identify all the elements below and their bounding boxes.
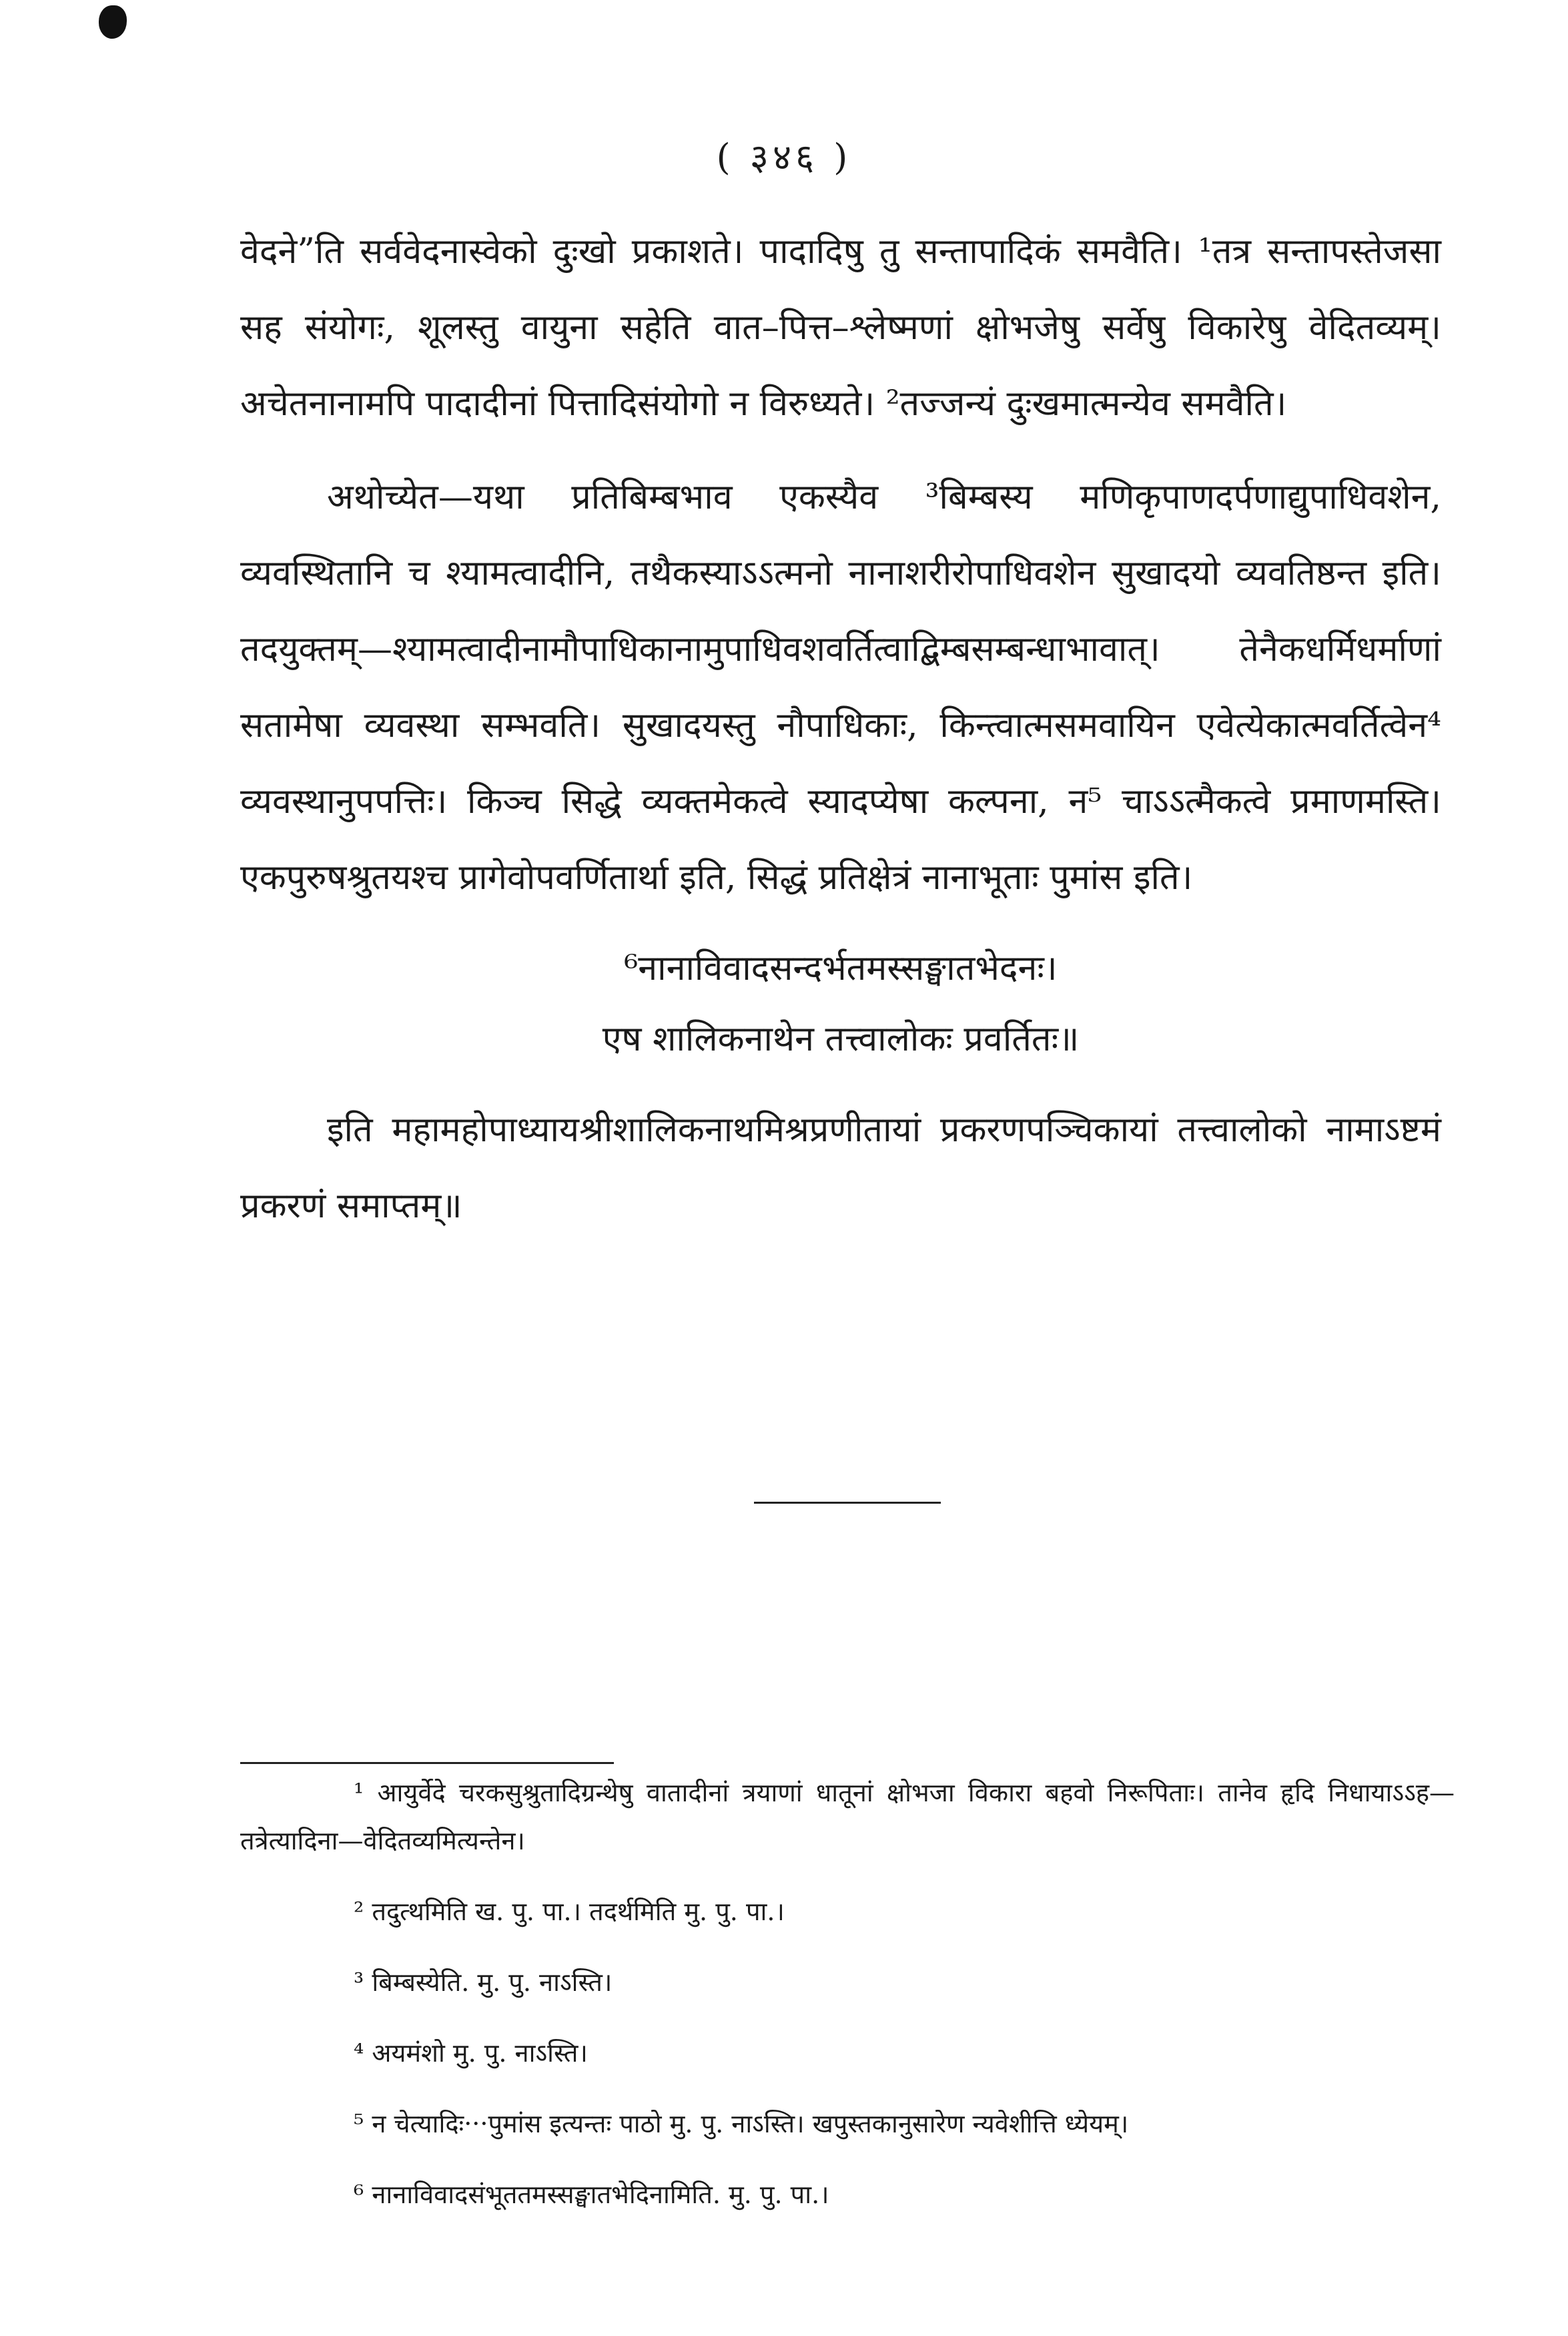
footnote-6: ⁶ नानाविवादसंभूततमस्सङ्घातभेदिनामिति. मु. पु. पा.। — [354, 2180, 829, 2209]
page-number: ( ३४६ ) — [716, 136, 852, 178]
footnotes — [240, 1769, 1455, 2241]
ink-blot — [99, 5, 127, 39]
footnote-rule — [240, 1762, 614, 1764]
footnote-2: ² तदुत्थमिति ख. पु. पा.। तदर्थमिति मु. पु. पा.। — [354, 1897, 785, 1926]
paragraph-1: वेदने”ति सर्ववेदनास्वेको दुःखो प्रकाशते। पादादिषु तु सन्तापादिकं समवैति। ¹तत्र सन्तापस्तेजसा सह संयोगः, शूलस्तु वायुना सहेति वात–पित्त–श्लेष्मणां क्षोभजेषु सर्वेषु विकारेषु वेदितव्यम्। अचेतनानामपि पादादीनां पित्तादिसंयोगो न विरुध्यते। ²तज्जन्यं दुःखमात्मन्येव समवैति। — [240, 232, 1441, 424]
footnote-5: ⁵ न चेत्यादिः···पुमांस इत्यन्तः पाठो मु. पु. नाऽस्ति। खपुस्तकानुसारेण न्यवेशीत्ति ध्येयम्। — [354, 2109, 1129, 2138]
verse-line-1: ⁶नानाविवादसन्दर्भतमस्सङ्घातभेदनः। — [624, 948, 1058, 988]
main-text — [240, 214, 1441, 1261]
paragraph-2: अथोच्येत—यथा प्रतिबिम्बभाव एकस्यैव ³बिम्बस्य मणिकृपाणदर्पणाद्युपाधिवशेन, व्यवस्थितानि च श्यामत्वादीनि, तथैकस्याऽऽत्मनो नानाशरीरोपाधिवशेन सुखादयो व्यवतिष्ठन्त इति। तदयुक्तम्—श्यामत्वादीनामौपाधिकानामुपाधिवशवर्तित्वाद्बिम्बसम्बन्धाभावात्। तेनैकधर्मिधर्माणां सतामेषा व्यवस्था सम्भवति। सुखादयस्तु नौपाधिकाः, किन्त्वात्मसमवायिन एवेत्येकात्मवर्तित्वेन⁴ व्यवस्थानुपपत्तिः। किञ्च सिद्धे व्यक्तमेकत्वे स्यादप्येषा कल्पना, न⁵ चाऽऽत्मैकत्वे प्रमाणमस्ति। एकपुरुषश्रुतयश्च प्रागेवोपवर्णितार्था इति, सिद्धं प्रतिक्षेत्रं नानाभूताः पुमांस इति। — [240, 477, 1441, 898]
verse-line-2: एष शालिकनाथेन तत्त्वालोकः प्रवर्तितः॥ — [602, 1019, 1080, 1059]
footnote-3: ³ बिम्बस्येति. मु. पु. नाऽस्ति। — [354, 1968, 613, 1997]
footnote-1: ¹ आयुर्वेदे चरकसुश्रुतादिग्रन्थेषु वातादीनां त्रयाणां धातूनां क्षोभजा विकारा बहवो निरूपिताः। तानेव हृदि निधायाऽऽह—तत्रेत्यादिना—वेदितव्यमित्यन्तेन। — [240, 1778, 1455, 1855]
footnote-4: ⁴ अयमंशो मु. पु. नाऽस्ति। — [354, 2038, 588, 2068]
colophon: इति महामहोपाध्यायश्रीशालिकनाथमिश्रप्रणीतायां प्रकरणपञ्चिकायां तत्त्वालोको नामाऽष्टमं प्रकरणं समाप्तम्॥ — [240, 1110, 1441, 1226]
verse — [240, 933, 1441, 1075]
section-divider — [754, 1502, 941, 1504]
